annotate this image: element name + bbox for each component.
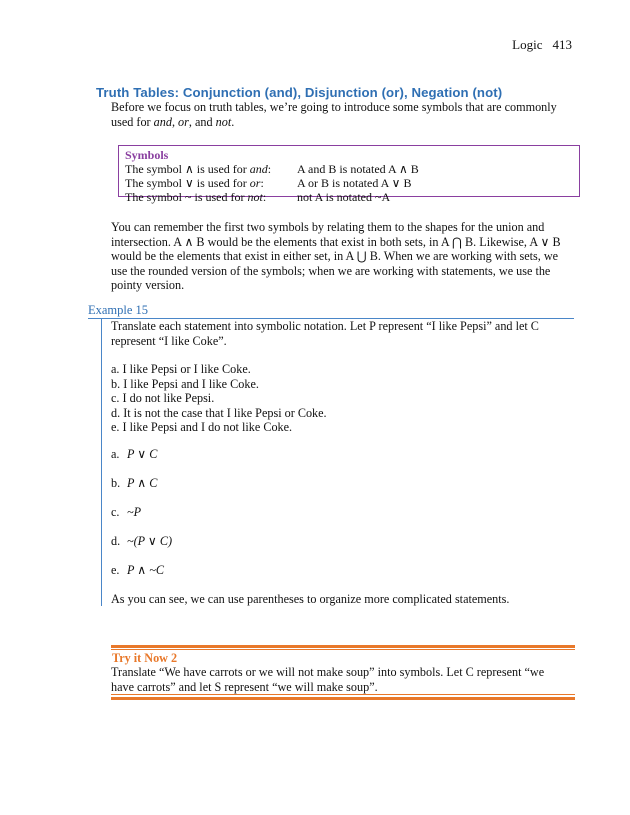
remember-line: pointy version. xyxy=(111,278,185,293)
symbol-row-or: The symbol ∨ is used for or: A or B is notated A ∨ B xyxy=(125,176,412,190)
running-header xyxy=(512,37,572,53)
symbol-example-not: not A is notated ~A xyxy=(297,190,391,204)
example-side-bar xyxy=(101,318,102,606)
statement-item: c. I do not like Pepsi. xyxy=(111,391,215,406)
symbols-box xyxy=(118,145,580,204)
try-it-bottom-rule xyxy=(111,697,575,700)
answer-d: d. ~(P ∨ C) xyxy=(111,534,173,548)
try-it-top-rule xyxy=(111,645,575,648)
try-it-top-rule-thin xyxy=(111,649,575,650)
intro-paragraph xyxy=(111,100,571,129)
remember-paragraph xyxy=(111,220,571,293)
section-title: Truth Tables: Conjunction (and), Disjunction (or), Negation (not) xyxy=(96,85,503,100)
try-it-text: Translate “We have carrots or we will not make soup” into symbols. Let C represent “we have carrots” and let S represent “we will make soup”. xyxy=(111,665,545,694)
symbols-box-title: Symbols xyxy=(125,148,169,162)
symbol-example-and: A and B is notated A ∧ B xyxy=(297,162,419,176)
try-it-title: Try it Now 2 xyxy=(112,651,178,665)
statement-item: a. I like Pepsi or I like Coke. xyxy=(111,362,251,376)
answer-a: a. P ∨ C xyxy=(111,447,158,461)
page-number: 413 xyxy=(552,37,572,52)
try-it-bottom-rule-thin xyxy=(111,694,575,695)
statement-item: b. I like Pepsi and I like Coke. xyxy=(111,376,259,391)
remember-line: intersection. A ∧ B would be the elements that exist in both sets, in A ⋂ B. Likewise, A ∨ B xyxy=(111,234,561,249)
example-footer: As you can see, we can use parentheses to organize more complicated statements. xyxy=(111,592,510,606)
intro-line-1: Before we focus on truth tables, we’re going to introduce some symbols that are commonly xyxy=(111,100,557,114)
answer-b: b. P ∧ C xyxy=(111,476,158,490)
example-statements xyxy=(111,362,571,435)
remember-line: You can remember the first two symbols by relating them to the shapes for the union and xyxy=(111,220,545,234)
symbol-row-and: The symbol ∧ is used for and: A and B is notated A ∧ B xyxy=(125,162,419,176)
remember-line: use the rounded version of the symbols; when we are working with statements, we use the xyxy=(111,263,551,278)
chapter-name: Logic xyxy=(512,37,543,52)
answer-e: e. P ∧ ~C xyxy=(111,563,164,577)
remember-line: would be the elements that exist in either set, in A ⋃ B. When we are working with sets, we xyxy=(111,249,559,264)
symbol-example-or: A or B is notated A ∨ B xyxy=(297,176,412,190)
example-label: Example 15 xyxy=(88,303,149,317)
statement-item: e. I like Pepsi and I do not like Coke. xyxy=(111,420,293,435)
statement-item: d. It is not the case that I like Pepsi or Coke. xyxy=(111,405,327,420)
intro-line-2: used for and, or, and not. xyxy=(111,114,235,129)
answer-c: c. ~P xyxy=(111,505,142,519)
symbol-row-not: The symbol ~ is used for not: not A is notated ~A xyxy=(125,190,391,204)
example-instructions: Translate each statement into symbolic notation. Let P represent “I like Pepsi” and let C represent “I like Coke”. xyxy=(111,319,539,348)
